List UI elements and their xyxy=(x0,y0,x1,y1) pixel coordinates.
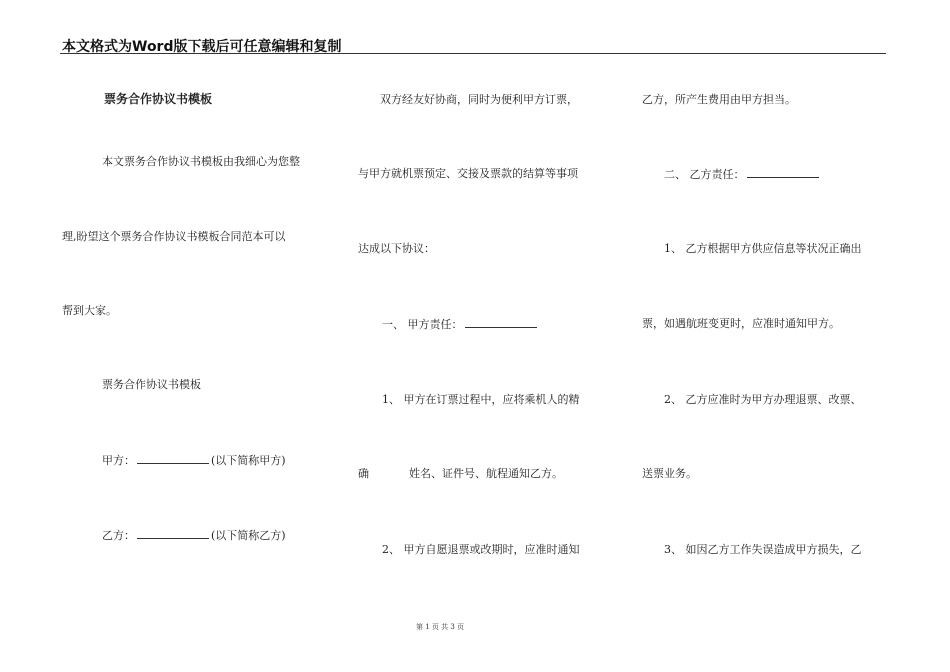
party-a-item-1-cont xyxy=(358,467,563,481)
col2-paragraph-1: 双方经友好协商，同时为便利甲方订票， xyxy=(380,93,578,106)
party-a-label: 甲方： xyxy=(102,454,135,467)
col3-paragraph-1: 乙方，所产生费用由甲方担当。 xyxy=(642,93,796,106)
party-b-item-3: 3、 如因乙方工作失误造成甲方损失，乙 xyxy=(664,543,862,556)
party-b-item-2-cont: 送票业务。 xyxy=(642,467,697,480)
document-title: 票务合作协议书模板 xyxy=(104,92,213,106)
party-b-label: 乙方： xyxy=(102,529,135,542)
party-b-note: (以下简称乙方) xyxy=(211,529,286,542)
page-number-footer: 第 1 页 共 3 页 xyxy=(415,623,465,631)
intro-line-1: 本文票务合作协议书模板由我细心为您整 xyxy=(102,155,300,168)
section-party-b-duties xyxy=(664,167,821,182)
document-header: 本文格式为Word版下载后可任意编辑和复制 xyxy=(62,39,342,55)
party-a-item-2: 2、 甲方自愿退票或改期时，应准时通知 xyxy=(382,543,580,556)
party-b-item-2: 2、 乙方应准时为甲方办理退票、改票、 xyxy=(664,393,862,406)
intro-line-3: 帮到大家。 xyxy=(62,304,117,317)
col2-paragraph-3: 达成以下协议： xyxy=(358,242,435,255)
party-a-item-1-word: 确 xyxy=(358,467,369,480)
section-party-a-label: 一、 甲方责任： xyxy=(382,318,463,331)
party-a-line xyxy=(102,453,286,468)
party-b-line xyxy=(102,528,286,543)
party-b-blank xyxy=(137,528,209,539)
section-party-b-blank xyxy=(747,167,819,178)
party-b-item-1: 1、 乙方根据甲方供应信息等状况正确出 xyxy=(664,242,862,255)
column-left xyxy=(62,0,332,672)
party-b-item-1-cont: 票，如遇航班变更时，应准时通知甲方。 xyxy=(642,317,840,330)
party-a-item-1: 1、 甲方在订票过程中，应将乘机人的精 xyxy=(382,393,580,406)
section-party-a-duties xyxy=(382,317,539,332)
column-right xyxy=(622,0,892,672)
party-a-item-1-rest: 姓名、证件号、航程通知乙方。 xyxy=(409,467,563,480)
section-party-b-label: 二、 乙方责任： xyxy=(664,168,745,181)
column-middle xyxy=(340,0,610,672)
col2-paragraph-2: 与甲方就机票预定、交接及票款的结算等事项 xyxy=(358,167,578,180)
party-a-note: (以下简称甲方) xyxy=(211,454,286,467)
section-party-a-blank xyxy=(465,317,537,328)
intro-line-2: 理,盼望这个票务合作协议书模板合同范本可以 xyxy=(62,230,286,243)
agreement-title: 票务合作协议书模板 xyxy=(102,378,201,391)
party-a-blank xyxy=(137,453,209,464)
